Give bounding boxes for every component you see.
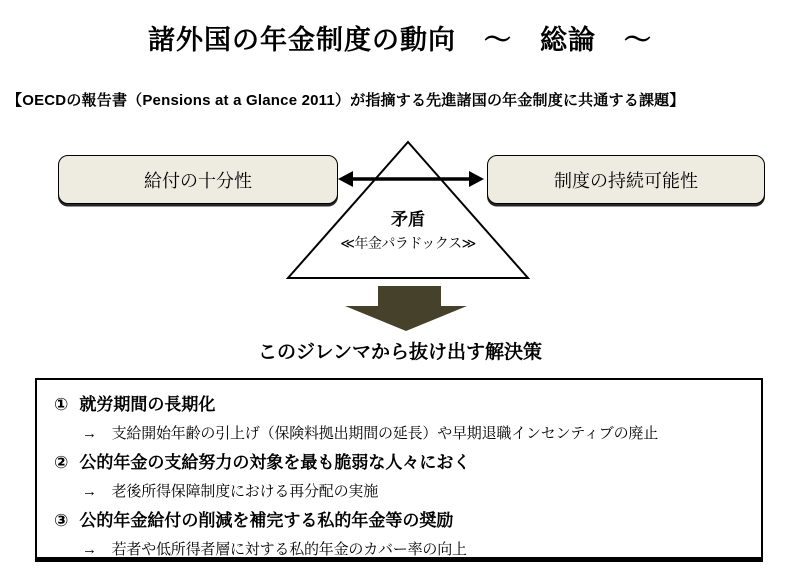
- solution-item-1-label: 就労期間の長期化: [79, 395, 216, 414]
- subtitle: 【OECDの報告書（Pensions at a Glance 2011）が指摘する先進諸国の年金制度に共通する課題】: [7, 92, 685, 109]
- down-block-arrow-icon: [345, 286, 467, 331]
- solution-item-1-number: ①: [54, 395, 69, 414]
- page-title: 諸外国の年金制度の動向 ～ 総論 ～: [148, 25, 652, 55]
- solution-item-3-number: ③: [54, 511, 69, 530]
- sustainability-box: [487, 155, 765, 204]
- adequacy-box-label: 給付の十分性: [144, 170, 252, 191]
- solution-heading: このジレンマから抜け出す解決策: [257, 342, 543, 363]
- solution-item-2-detail: → 老後所得保障制度における再分配の実施: [82, 483, 379, 500]
- adequacy-box: [58, 155, 338, 204]
- solution-item-3-title: [49, 506, 749, 531]
- solution-item-2-label: 公的年金の支給努力の対象を最も脆弱な人々におく: [79, 453, 471, 472]
- triangle-labels: [318, 205, 498, 253]
- solution-item-1-title: [49, 390, 749, 415]
- solution-item-2-title: [49, 448, 749, 473]
- solution-box: [35, 378, 763, 559]
- solution-item-3-detail: → 若者や低所得者層に対する私的年金のカバー率の向上: [82, 541, 467, 558]
- pension-paradox-label: ≪年金パラドックス≫: [340, 235, 476, 251]
- contradiction-label: 矛盾: [391, 210, 425, 229]
- sustainability-box-label: 制度の持続可能性: [554, 170, 698, 191]
- double-arrow-icon: [336, 167, 486, 191]
- solution-item-1-detail: → 支給開始年齢の引上げ（保険料拠出期間の延長）や早期退職インセンティブの廃止: [82, 425, 659, 442]
- solution-item-3-label: 公的年金給付の削減を補完する私的年金等の奨励: [79, 511, 454, 530]
- solution-item-2-number: ②: [54, 453, 69, 472]
